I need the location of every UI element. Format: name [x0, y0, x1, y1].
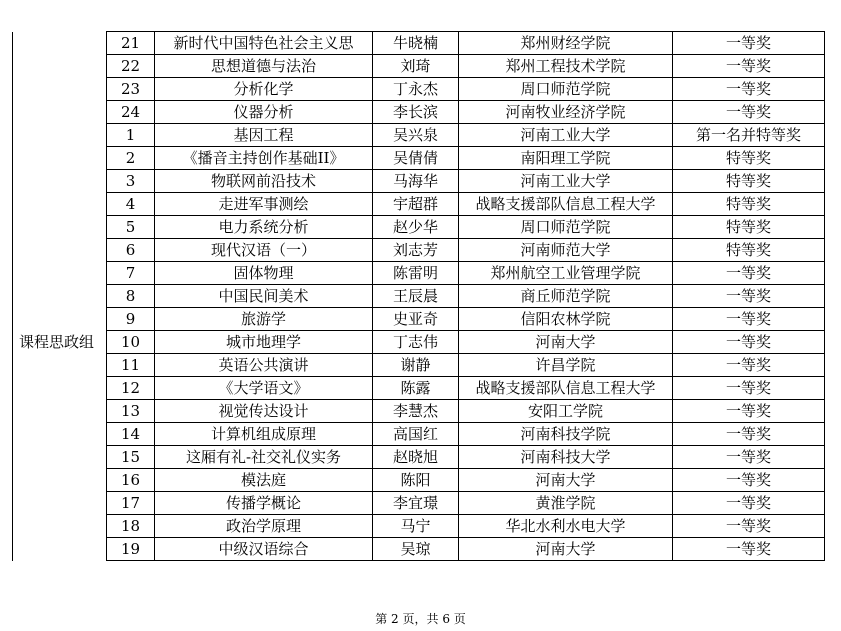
course-name-cell: 英语公共演讲	[155, 354, 373, 377]
teacher-name-cell: 马宁	[373, 515, 459, 538]
award-no-cell: 18	[107, 515, 155, 538]
award-no-cell: 23	[107, 78, 155, 101]
school-name-cell: 南阳理工学院	[459, 147, 673, 170]
group-cell	[13, 124, 107, 561]
table-row	[13, 124, 825, 147]
course-name-cell: 现代汉语（一）	[155, 239, 373, 262]
award-level-cell: 一等奖	[673, 400, 825, 423]
course-name-cell: 思想道德与法治	[155, 55, 373, 78]
group-title: 课程思政组	[19, 332, 95, 351]
award-no-cell: 9	[107, 308, 155, 331]
table-row	[13, 78, 825, 101]
table-row	[13, 331, 825, 354]
teacher-name-cell: 刘琦	[373, 55, 459, 78]
teacher-name-cell: 牛晓楠	[373, 32, 459, 55]
table-row	[13, 400, 825, 423]
school-name-cell: 河南工业大学	[459, 124, 673, 147]
school-name-cell: 许昌学院	[459, 354, 673, 377]
teacher-name-cell: 陈露	[373, 377, 459, 400]
teacher-name-cell: 丁志伟	[373, 331, 459, 354]
school-name-cell: 安阳工学院	[459, 400, 673, 423]
award-no-cell: 5	[107, 216, 155, 239]
table-row	[13, 55, 825, 78]
school-name-cell: 黄淮学院	[459, 492, 673, 515]
course-name-cell: 仪器分析	[155, 101, 373, 124]
school-name-cell: 郑州财经学院	[459, 32, 673, 55]
teacher-name-cell: 李长滨	[373, 101, 459, 124]
school-name-cell: 郑州航空工业管理学院	[459, 262, 673, 285]
award-level-cell: 一等奖	[673, 32, 825, 55]
award-table-body	[13, 32, 825, 561]
award-level-cell: 一等奖	[673, 308, 825, 331]
table-row	[13, 308, 825, 331]
course-name-cell: 基因工程	[155, 124, 373, 147]
award-no-cell: 12	[107, 377, 155, 400]
award-level-cell: 特等奖	[673, 170, 825, 193]
course-name-cell: 《大学语文》	[155, 377, 373, 400]
table-row	[13, 423, 825, 446]
award-level-cell: 一等奖	[673, 331, 825, 354]
award-no-cell: 13	[107, 400, 155, 423]
course-name-cell: 电力系统分析	[155, 216, 373, 239]
award-level-cell: 一等奖	[673, 101, 825, 124]
table-row	[13, 469, 825, 492]
table-row	[13, 377, 825, 400]
award-level-cell: 特等奖	[673, 239, 825, 262]
course-name-cell: 城市地理学	[155, 331, 373, 354]
award-level-cell: 一等奖	[673, 377, 825, 400]
course-name-cell: 分析化学	[155, 78, 373, 101]
course-name-cell: 模法庭	[155, 469, 373, 492]
school-name-cell: 河南大学	[459, 538, 673, 561]
award-no-cell: 3	[107, 170, 155, 193]
award-table	[12, 31, 825, 561]
teacher-name-cell: 赵少华	[373, 216, 459, 239]
award-no-cell: 17	[107, 492, 155, 515]
school-name-cell: 商丘师范学院	[459, 285, 673, 308]
award-no-cell: 10	[107, 331, 155, 354]
school-name-cell: 战略支援部队信息工程大学	[459, 193, 673, 216]
school-name-cell: 信阳农林学院	[459, 308, 673, 331]
table-row	[13, 492, 825, 515]
award-no-cell: 22	[107, 55, 155, 78]
school-name-cell: 河南科技学院	[459, 423, 673, 446]
table-row	[13, 354, 825, 377]
school-name-cell: 周口师范学院	[459, 216, 673, 239]
award-no-cell: 4	[107, 193, 155, 216]
teacher-name-cell: 史亚奇	[373, 308, 459, 331]
award-level-cell: 一等奖	[673, 55, 825, 78]
course-name-cell: 中国民间美术	[155, 285, 373, 308]
school-name-cell: 郑州工程技术学院	[459, 55, 673, 78]
teacher-name-cell: 谢静	[373, 354, 459, 377]
table-row	[13, 515, 825, 538]
school-name-cell: 河南大学	[459, 331, 673, 354]
course-name-cell: 固体物理	[155, 262, 373, 285]
award-no-cell: 15	[107, 446, 155, 469]
school-name-cell: 河南工业大学	[459, 170, 673, 193]
table-row	[13, 239, 825, 262]
award-no-cell: 6	[107, 239, 155, 262]
award-level-cell: 一等奖	[673, 78, 825, 101]
teacher-name-cell: 丁永杰	[373, 78, 459, 101]
table-row	[13, 193, 825, 216]
teacher-name-cell: 李慧杰	[373, 400, 459, 423]
school-name-cell: 河南牧业经济学院	[459, 101, 673, 124]
teacher-name-cell: 吴琼	[373, 538, 459, 561]
teacher-name-cell: 马海华	[373, 170, 459, 193]
award-no-cell: 11	[107, 354, 155, 377]
school-name-cell: 河南大学	[459, 469, 673, 492]
award-no-cell: 16	[107, 469, 155, 492]
award-no-cell: 7	[107, 262, 155, 285]
award-level-cell: 特等奖	[673, 147, 825, 170]
award-level-cell: 一等奖	[673, 354, 825, 377]
course-name-cell: 新时代中国特色社会主义思	[155, 32, 373, 55]
table-row	[13, 170, 825, 193]
course-name-cell: 传播学概论	[155, 492, 373, 515]
award-no-cell: 2	[107, 147, 155, 170]
course-name-cell: 视觉传达设计	[155, 400, 373, 423]
award-level-cell: 一等奖	[673, 446, 825, 469]
course-name-cell: 中级汉语综合	[155, 538, 373, 561]
course-name-cell: 计算机组成原理	[155, 423, 373, 446]
award-no-cell: 24	[107, 101, 155, 124]
teacher-name-cell: 高国红	[373, 423, 459, 446]
teacher-name-cell: 宇超群	[373, 193, 459, 216]
table-row	[13, 538, 825, 561]
school-name-cell: 河南科技大学	[459, 446, 673, 469]
table-row	[13, 262, 825, 285]
teacher-name-cell: 刘志芳	[373, 239, 459, 262]
course-name-cell: 旅游学	[155, 308, 373, 331]
award-level-cell: 一等奖	[673, 469, 825, 492]
award-level-cell: 一等奖	[673, 515, 825, 538]
award-no-cell: 8	[107, 285, 155, 308]
school-name-cell: 河南师范大学	[459, 239, 673, 262]
award-no-cell: 19	[107, 538, 155, 561]
course-name-cell: 物联网前沿技术	[155, 170, 373, 193]
table-row	[13, 147, 825, 170]
award-no-cell: 1	[107, 124, 155, 147]
table-row	[13, 216, 825, 239]
award-level-cell: 一等奖	[673, 262, 825, 285]
table-row	[13, 446, 825, 469]
award-no-cell: 21	[107, 32, 155, 55]
teacher-name-cell: 陈雷明	[373, 262, 459, 285]
award-no-cell: 14	[107, 423, 155, 446]
award-level-cell: 一等奖	[673, 492, 825, 515]
teacher-name-cell: 赵晓旭	[373, 446, 459, 469]
course-name-cell: 《播音主持创作基础II》	[155, 147, 373, 170]
group-cell	[13, 32, 107, 124]
page-footer: 第 2 页，共 6 页	[375, 612, 466, 626]
teacher-name-cell: 王辰晨	[373, 285, 459, 308]
teacher-name-cell: 陈阳	[373, 469, 459, 492]
award-level-cell: 第一名并特等奖	[673, 124, 825, 147]
award-level-cell: 特等奖	[673, 193, 825, 216]
course-name-cell: 这厢有礼-社交礼仪实务	[155, 446, 373, 469]
school-name-cell: 战略支援部队信息工程大学	[459, 377, 673, 400]
table-row	[13, 101, 825, 124]
award-level-cell: 一等奖	[673, 285, 825, 308]
course-name-cell: 走进军事测绘	[155, 193, 373, 216]
award-level-cell: 一等奖	[673, 538, 825, 561]
teacher-name-cell: 吴倩倩	[373, 147, 459, 170]
school-name-cell: 华北水利水电大学	[459, 515, 673, 538]
teacher-name-cell: 李宜璟	[373, 492, 459, 515]
teacher-name-cell: 吴兴泉	[373, 124, 459, 147]
table-row	[13, 285, 825, 308]
award-level-cell: 特等奖	[673, 216, 825, 239]
table-row	[13, 32, 825, 55]
course-name-cell: 政治学原理	[155, 515, 373, 538]
school-name-cell: 周口师范学院	[459, 78, 673, 101]
award-level-cell: 一等奖	[673, 423, 825, 446]
